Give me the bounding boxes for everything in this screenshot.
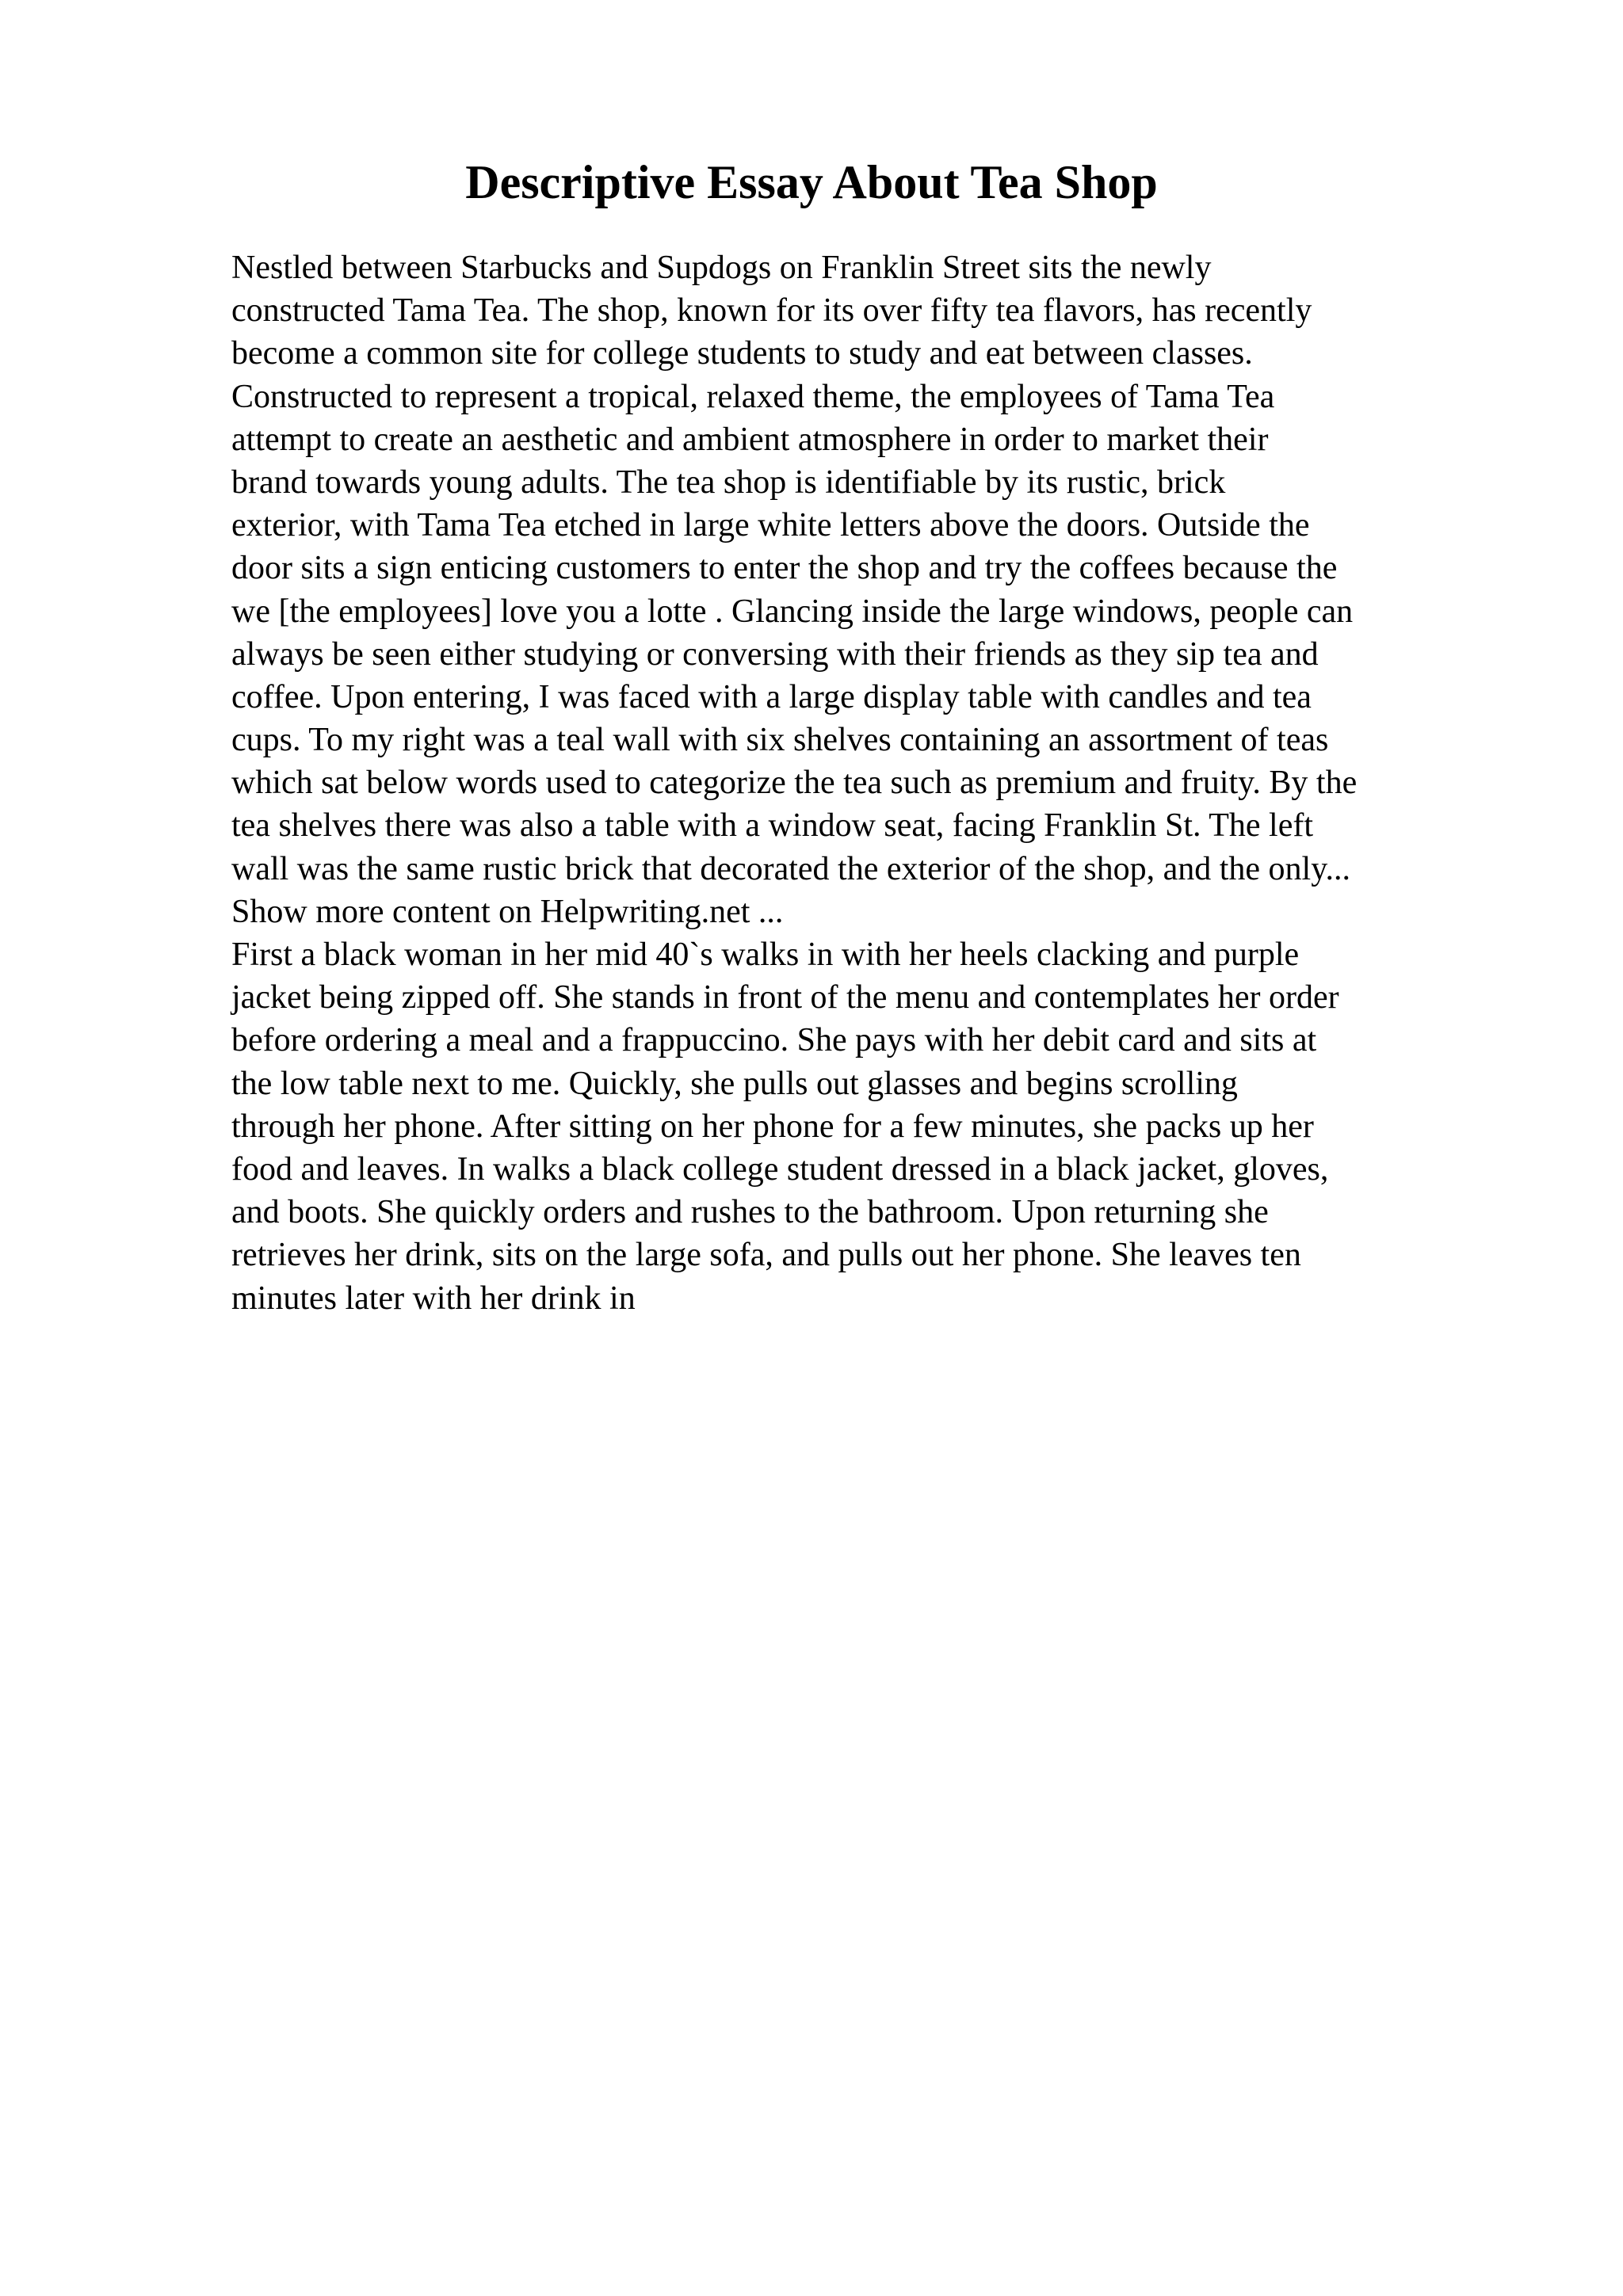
essay-line: wall was the same rustic brick that decorated the exterior of the shop, and the only... (231, 850, 1350, 887)
essay-line: brand towards young adults. The tea shop is identifiable by its rustic, brick (231, 463, 1226, 501)
essay-line: always be seen either studying or conversing with their friends as they sip tea and (231, 635, 1319, 673)
essay-line: retrieves her drink, sits on the large sofa, and pulls out her phone. She leaves ten (231, 1237, 1301, 1274)
page-title: Descriptive Essay About Tea Shop (465, 156, 1158, 208)
essay-line: minutes later with her drink in (231, 1280, 636, 1317)
essay-line: cups. To my right was a teal wall with six shelves containing an assortment of teas (231, 722, 1329, 759)
essay-line: jacket being zipped off. She stands in front of the menu and contemplates her order (231, 979, 1339, 1016)
essay-line: door sits a sign enticing customers to enter the shop and try the coffees because the (231, 550, 1338, 587)
essay-line: Nestled between Starbucks and Supdogs on Franklin Street sits the newly (231, 250, 1212, 286)
show-more-link[interactable]: Show more content on Helpwriting.net ... (231, 893, 784, 930)
essay-body (231, 246, 1499, 1320)
essay-line: exterior, with Tama Tea etched in large white letters above the doors. Outside the (231, 507, 1310, 544)
essay-line: constructed Tama Tea. The shop, known for its over fifty tea flavors, has recently (231, 292, 1312, 330)
essay-line: through her phone. After sitting on her phone for a few minutes, she packs up her (231, 1108, 1314, 1145)
essay-line: coffee. Upon entering, I was faced with a large display table with candles and tea (231, 678, 1312, 715)
essay-line: tea shelves there was also a table with a window seat, facing Franklin St. The left (231, 807, 1313, 845)
essay-line: and boots. She quickly orders and rushes to the bathroom. Upon returning she (231, 1194, 1269, 1231)
essay-line: become a common site for college students to study and eat between classes. (231, 335, 1253, 372)
essay-line: attempt to create an aesthetic and ambient atmosphere in order to market their (231, 421, 1269, 458)
essay-line: we [the employees] love you a lotte . Glancing inside the large windows, people can (231, 593, 1354, 630)
essay-line: the low table next to me. Quickly, she pulls out glasses and begins scrolling (231, 1065, 1238, 1102)
essay-line: food and leaves. In walks a black college student dressed in a black jacket, gloves, (231, 1150, 1329, 1188)
essay-line: before ordering a meal and a frappuccino. She pays with her debit card and sits at (231, 1022, 1317, 1059)
essay-line: which sat below words used to categorize the tea such as premium and fruity. By the (231, 765, 1358, 802)
essay-line: First a black woman in her mid 40`s walks in with her heels clacking and purple (231, 936, 1300, 973)
essay-line: Constructed to represent a tropical, relaxed theme, the employees of Tama Tea (231, 378, 1275, 415)
